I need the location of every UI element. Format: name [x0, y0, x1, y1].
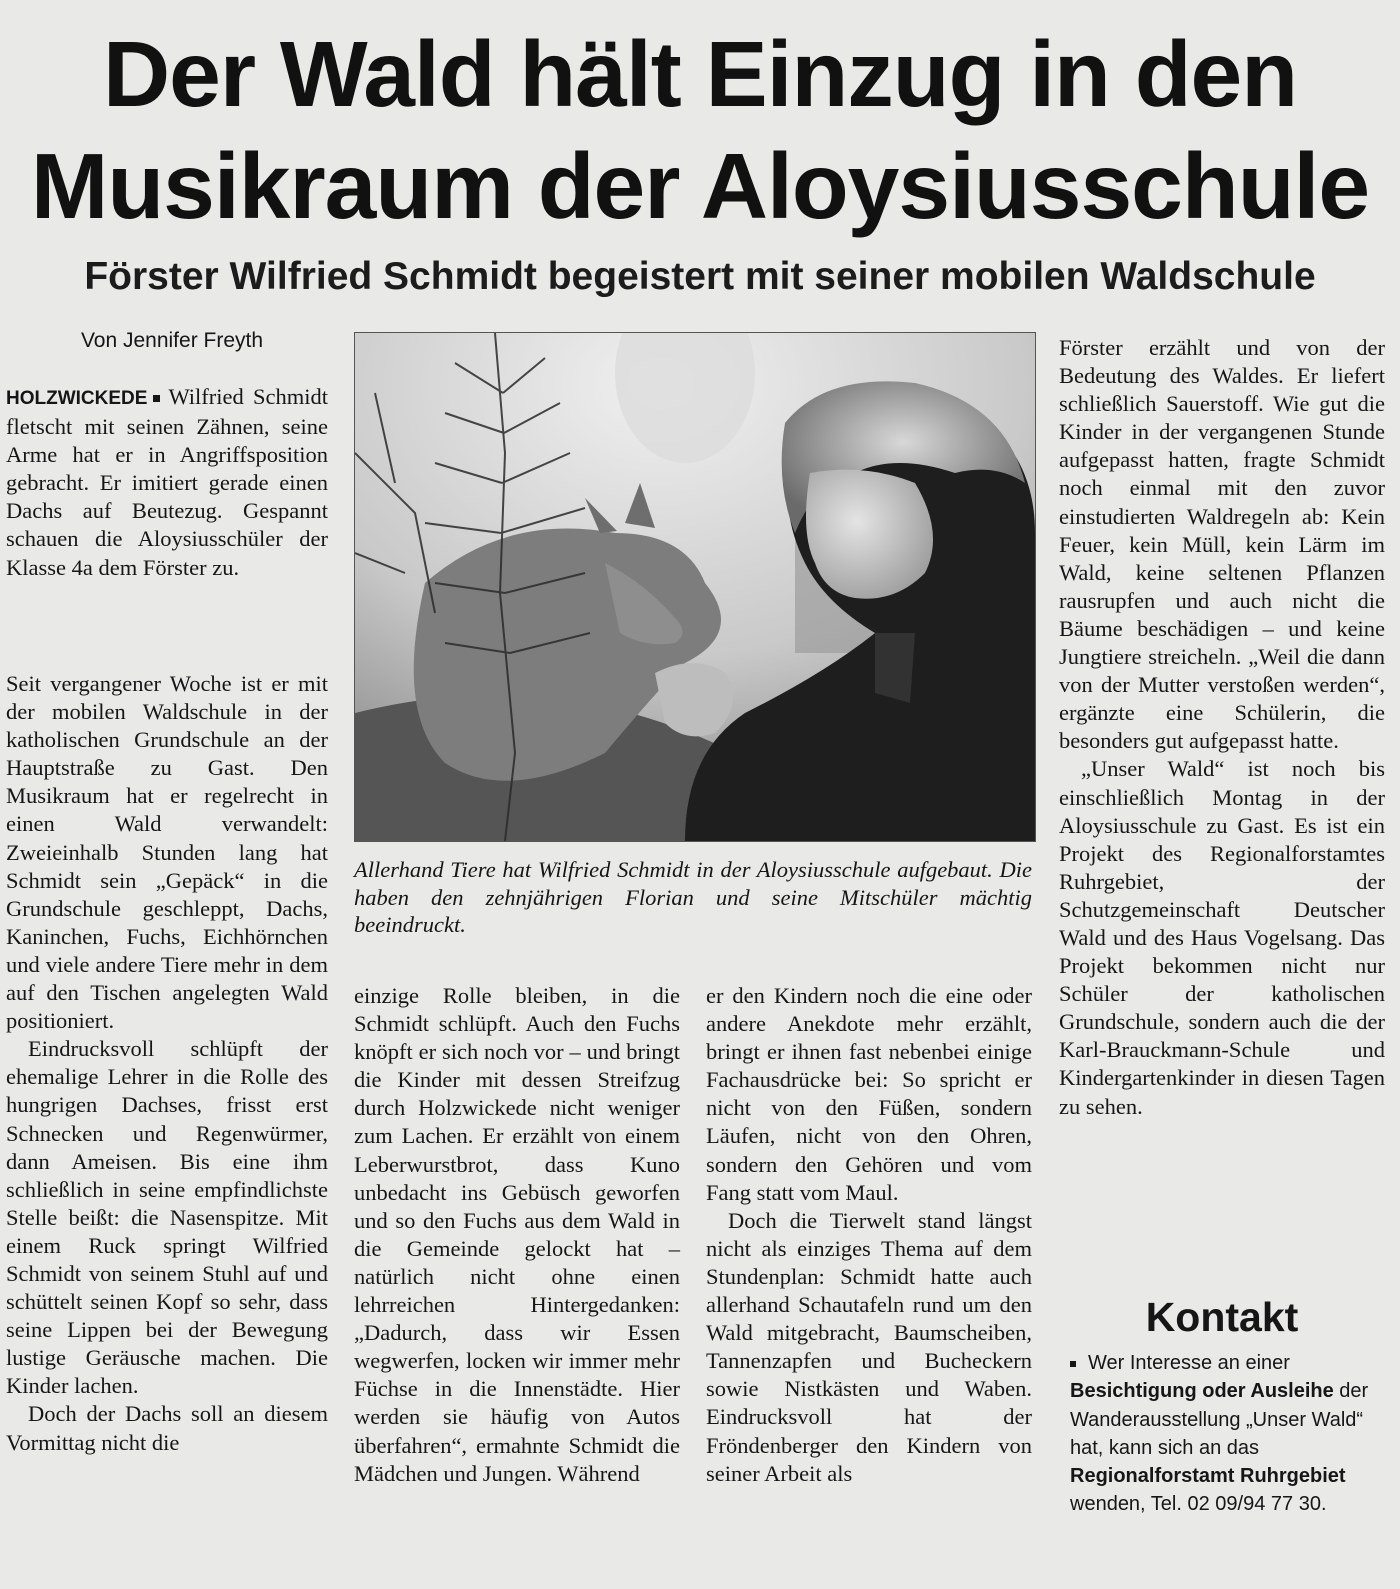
contact-phone: wenden, Tel. 02 09/94 77 30. [1070, 1493, 1327, 1516]
paragraph: Förster erzählt und von der Bedeutung des Waldes. Er liefert schließlich Sauerstoff. Wie gut die Kinder in der vergangenen Stunde aufgepasst hatten, fragte Schmidt noch einmal mit den zuvor einstudierten Waldregeln ab: Kein Feuer, kein Müll, kein Lärm im Wald, keine seltenen Pflanzen rausrupfen und auch nicht die Bäume beschädigen – und keine Jungtiere streicheln. „Weil die dann von der Mutter verstoßen werden“, ergänzte eine Schülerin, die besonders gut aufgepasst hatte. [1059, 335, 1385, 754]
lead-paragraph [6, 383, 328, 582]
article-column-4 [1059, 334, 1385, 1121]
article-column-3 [706, 982, 1032, 1488]
paragraph: Eindrucksvoll schlüpft der ehemalige Lehrer in die Rolle des hungrigen Dachses, frisst erst Schnecken und Regenwürmer, dann Ameisen. Bis eine ihm schließlich in seine empfindlichste Stelle beißt: die Nasenspitze. Mit einem Ruck springt Wilfried Schmidt von seinem Stuhl auf und schüttelt seinen Kopf so sehr, dass seine Lippen bei der Bewegung lustige Geräusche machen. Die Kinder lachen. [6, 1036, 328, 1399]
paragraph: er den Kindern noch die eine oder andere Anekdote mehr erzählt, bringt er ihnen fast nebenbei einige Fachausdrücke bei: So spricht er nicht von den Füßen, sondern Läufen, nicht von den Ohren, sondern den Gehören und vom Fang statt vom Maul. [706, 983, 1032, 1205]
byline: Von Jennifer Freyth [80, 329, 264, 352]
paragraph: Seit vergangener Woche ist er mit der mobilen Waldschule in der katholischen Grundschule an der Hauptstraße zu Gast. Den Musikraum hat er regelrecht in einen Wald verwandelt: Zweieinhalb Stunden lang hat Schmidt sein „Gepäck“ in die Grundschule geschleppt, Dachs, Kaninchen, Fuchs, Eichhörnchen und viele andere Tiere mehr in dem auf den Tischen angelegten Wald positioniert. [6, 671, 328, 1034]
contact-text-bold: Regionalforstamt Ruhrgebiet [1070, 1465, 1346, 1488]
article-photo [354, 332, 1036, 842]
paragraph: Doch der Dachs soll an diesem Vormittag nicht die [6, 1401, 328, 1455]
contact-text: der Wanderausstellung „Unser Wald“ hat, kann sich an das [1070, 1380, 1369, 1459]
bullet-icon [1070, 1361, 1076, 1367]
lead-text: Wilfried Schmidt fletscht mit seinen Zähnen, seine Arme hat er in Angriffsposition gebracht. Er imitiert gerade einen Dachs auf Beutezug. Gespannt schauen die Aloysiusschüler der Klasse 4a dem Förster zu. [6, 384, 328, 580]
article-column-2 [354, 982, 680, 1488]
paragraph: einzige Rolle bleiben, in die Schmidt schlüpft. Auch den Fuchs knöpft er sich noch vor – und bringt die Kinder mit dessen Streifzug durch Holzwickede nicht weniger zum Lachen. Er erzählt von einem Leberwurstbrot, dass Kuno unbedacht ins Gebüsch geworfen und so den Fuchs aus dem Wald in die Gemeinde gelockt hat – natürlich nicht ohne einen lehrreichen Hintergedanken: „Dadurch, dass wir Essen wegwerfen, locken wir immer mehr Füchse in die Innenstädte. Hier werden sie häufig von Autos überfahren“, ermahnte Schmidt die Mädchen und Jungen. Während [354, 983, 680, 1486]
photo-caption: Allerhand Tiere hat Wilfried Schmidt in der Aloysiusschule aufgebaut. Die haben den zehnjährigen Florian und seine Mitschüler mächtig beeindruckt. [354, 857, 1032, 937]
dateline-bullet-icon [153, 395, 160, 402]
article-headline: Der Wald hält Einzug in den Musikraum der Aloysiusschule [30, 22, 1370, 238]
article-column-1 [6, 670, 328, 1457]
article-subheadline: Förster Wilfried Schmidt begeistert mit seiner mobilen Waldschule [84, 255, 1316, 298]
contact-box-text [1070, 1349, 1370, 1519]
paragraph: Doch die Tierwelt stand längst nicht als einziges Thema auf dem Stundenplan: Schmidt hatte auch allerhand Schautafeln rund um den Wald mitgebracht, Baumscheiben, Tannenzapfen und Bucheckern sowie Nistkästen und Waben. Eindrucksvoll hat der Fröndenberger den Kindern von seiner Arbeit als [706, 1207, 1032, 1486]
contact-text-bold: Besichtigung oder Ausleihe [1070, 1380, 1334, 1403]
article-column-1-lead [6, 383, 328, 582]
contact-box-heading: Kontakt [1145, 1294, 1299, 1340]
photo-boy-with-fawn-image [355, 333, 1035, 841]
paragraph: „Unser Wald“ ist noch bis einschließlich Montag in der Aloysiusschule zu Gast. Es ist ein Projekt des Regionalforstamtes Ruhrgebiet, der Schutzgemeinschaft Deutscher Wald und des Haus Vogelsang. Das Projekt bekommen nicht nur Schüler der katholischen Grundschule, sondern auch die der Karl-Brauckmann-Schule und Kindergartenkinder in diesen Tagen zu sehen. [1059, 756, 1385, 1119]
dateline: HOLZWICKEDE [6, 388, 148, 409]
contact-text: Wer Interesse an einer [1088, 1352, 1290, 1374]
